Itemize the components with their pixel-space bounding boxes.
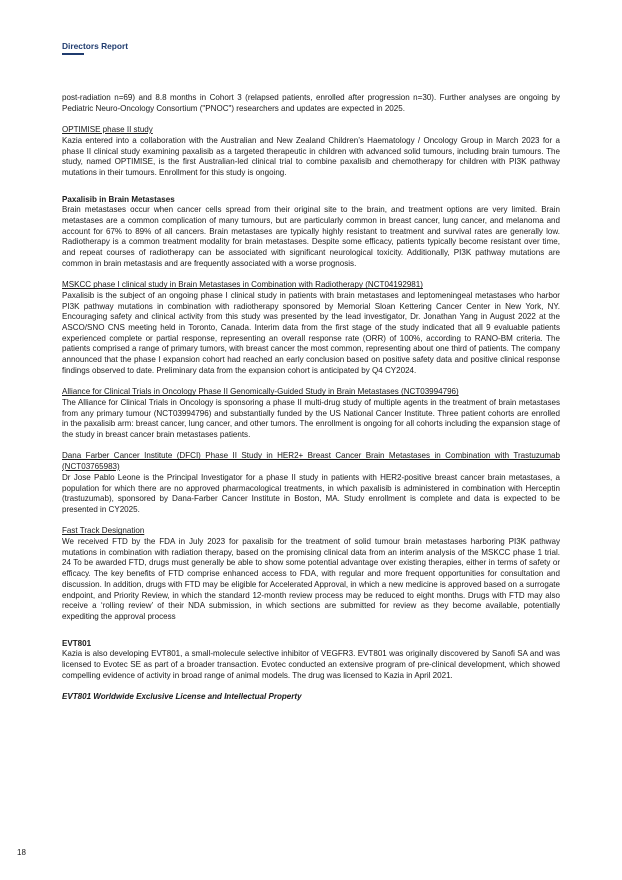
mskcc-paragraph: Paxalisib is the subject of an ongoing phase I clinical study in patients with brain metastases and leptomeningeal metastases who harbor PI3K pathway mutations in combination with radiotherapy sponsored by Memorial Sloan Kettering Cancer Center in New York, NY. Encouraging safety and clinical activity from this study was presented by the lead investigator, Dr. Jonathan Yang in August 2022 at the ASCO/SNO CNS meeting held in Toronto, Canada. Interim data from the first stage of the study indicated that all 9 evaluable patients experienced complete or partial response, representing an overall response rate (ORR) of 100%, according to RANO-BM criteria. The patients comprised a range of primary tumors, with breast cancer the most common, representing about one third of patients. The company announced that the phase I expansion cohort had reached an early conclusion based on positive safety data and positive clinical response findings observed to date. Preliminary data from the expansion cohort is anticipated by Q4 CY2024. <box>62 290 560 375</box>
optimise-heading: OPTIMISE phase II study <box>62 125 153 135</box>
page-number: 18 <box>17 848 26 857</box>
evt801-license-heading: EVT801 Worldwide Exclusive License and Intellectual Property <box>62 692 302 702</box>
header-rule <box>62 53 84 55</box>
evt801-heading: EVT801 <box>62 638 92 648</box>
brain-metastases-heading: Paxalisib in Brain Metastases <box>62 194 175 204</box>
alliance-heading: Alliance for Clinical Trials in Oncology Phase II Genomically-Guided Study in Brain Metastases (NCT03994796) <box>62 387 459 397</box>
fast-track-heading: Fast Track Designation <box>62 526 145 536</box>
report-body <box>62 93 560 703</box>
mskcc-heading: MSKCC phase I clinical study in Brain Metastases in Combination with Radiotherapy (NCT04192981) <box>62 280 423 290</box>
fast-track-paragraph: We received FTD by the FDA in July 2023 for paxalisib for the treatment of solid tumour brain metastases harboring PI3K pathway mutations in combination with radiation therapy, based on the promising clinical data from an interim analysis of the MSKCC phase 1 trial. 24 To be awarded FTD, drugs must generally be able to show some potential advantage over existing therapies, either in terms of safety or efficacy. The key benefits of FTD comprise enhanced access to FDA, with regular and more frequent opportunities for consultation and discussion. In addition, drugs with FTD may be eligible for Accelerated Approval, in which a new medicine is approved based on a surrogate endpoint, and Priority Review, in which the standard 12-month review process may be reduced to eight months. Drugs with FTD may also receive a ‘rolling review’ of their NDA submission, in which sections are submitted for review as they become available, potentially expediting the approval process <box>62 537 560 621</box>
intro-paragraph: post-radiation n=69) and 8.8 months in Cohort 3 (relapsed patients, enrolled after progression n=30). Further analyses are ongoing by Pediatric Neuro-Oncology Consortium ("PNOC") researchers and updates are expected in 2025. <box>62 93 560 113</box>
optimise-paragraph: Kazia entered into a collaboration with the Australian and New Zealand Children’s Haematology / Oncology Group in March 2023 for a phase II clinical study examining paxalisib as a targeted therapeutic in children with advanced solid tumours, including brain tumours. The study, named OPTIMISE, is the first Australian-led clinical trial to combine paxalisib and chemotherapy for children with PI3K pathway mutations in their tumours. Enrollment for this study is ongoing. <box>62 135 560 177</box>
dfci-paragraph: Dr Jose Pablo Leone is the Principal Investigator for a phase II study in patients with HER2-positive breast cancer brain metastases, a population for which there are no approved pharmacological treatments, in which paxalisib is administered in combination with Herceptin (trastuzumab), sponsored by Dana-Farber Cancer Institute in Boston, MA. Study enrollment is complete and data is expected to be presented in CY2025. <box>62 472 560 514</box>
alliance-paragraph: The Alliance for Clinical Trials in Oncology is sponsoring a phase II multi-drug study of multiple agents in the treatment of brain metastases from any primary tumour (NCT03994796) and substantially funded by the US National Cancer Institute. Three patient cohorts are enrolled in the paxalisib arm: breast cancer, lung cancer, and other tumors. The enrollment is ongoing for all cohorts including the expansion stage of the study in breast cancer brain metastases patients. <box>62 397 560 440</box>
brain-metastases-paragraph: Brain metastases occur when cancer cells spread from their original site to the brain, and treatment options are very limited. Brain metastases are a common complication of many tumours, but are particularly common in breast cancer, lung cancer, and melanoma and account for 67% to 89% of all cancers. Brain metastases are typically highly resistant to treatment and survival rates are generally low. Radiotherapy is a common treatment modality for brain metastases. Despite some efficacy, patients typically become resistant over time, and repeat courses of radiotherapy can be associated with significant neurological toxicity. Additionally, PI3K pathway mutations are common in brain metastasis and are frequently associated with a worse prognosis. <box>62 205 560 268</box>
report-section-title: Directors Report <box>62 41 129 51</box>
dfci-heading: Dana Farber Cancer Institute (DFCI) Phase II Study in HER2+ Breast Cancer Brain Metastases in Combination with Trastuzumab (NCT03765983) <box>62 451 560 472</box>
evt801-paragraph: Kazia is also developing EVT801, a small-molecule selective inhibitor of VEGFR3. EVT801 was originally discovered by Sanofi SA and was licensed to Evotec SE as part of a broader transaction. Evotec conducted an extensive program of pre-clinical development, which showed compelling evidence of activity in broad range of animal models. The drug was licensed to Kazia in April 2021. <box>62 649 560 680</box>
